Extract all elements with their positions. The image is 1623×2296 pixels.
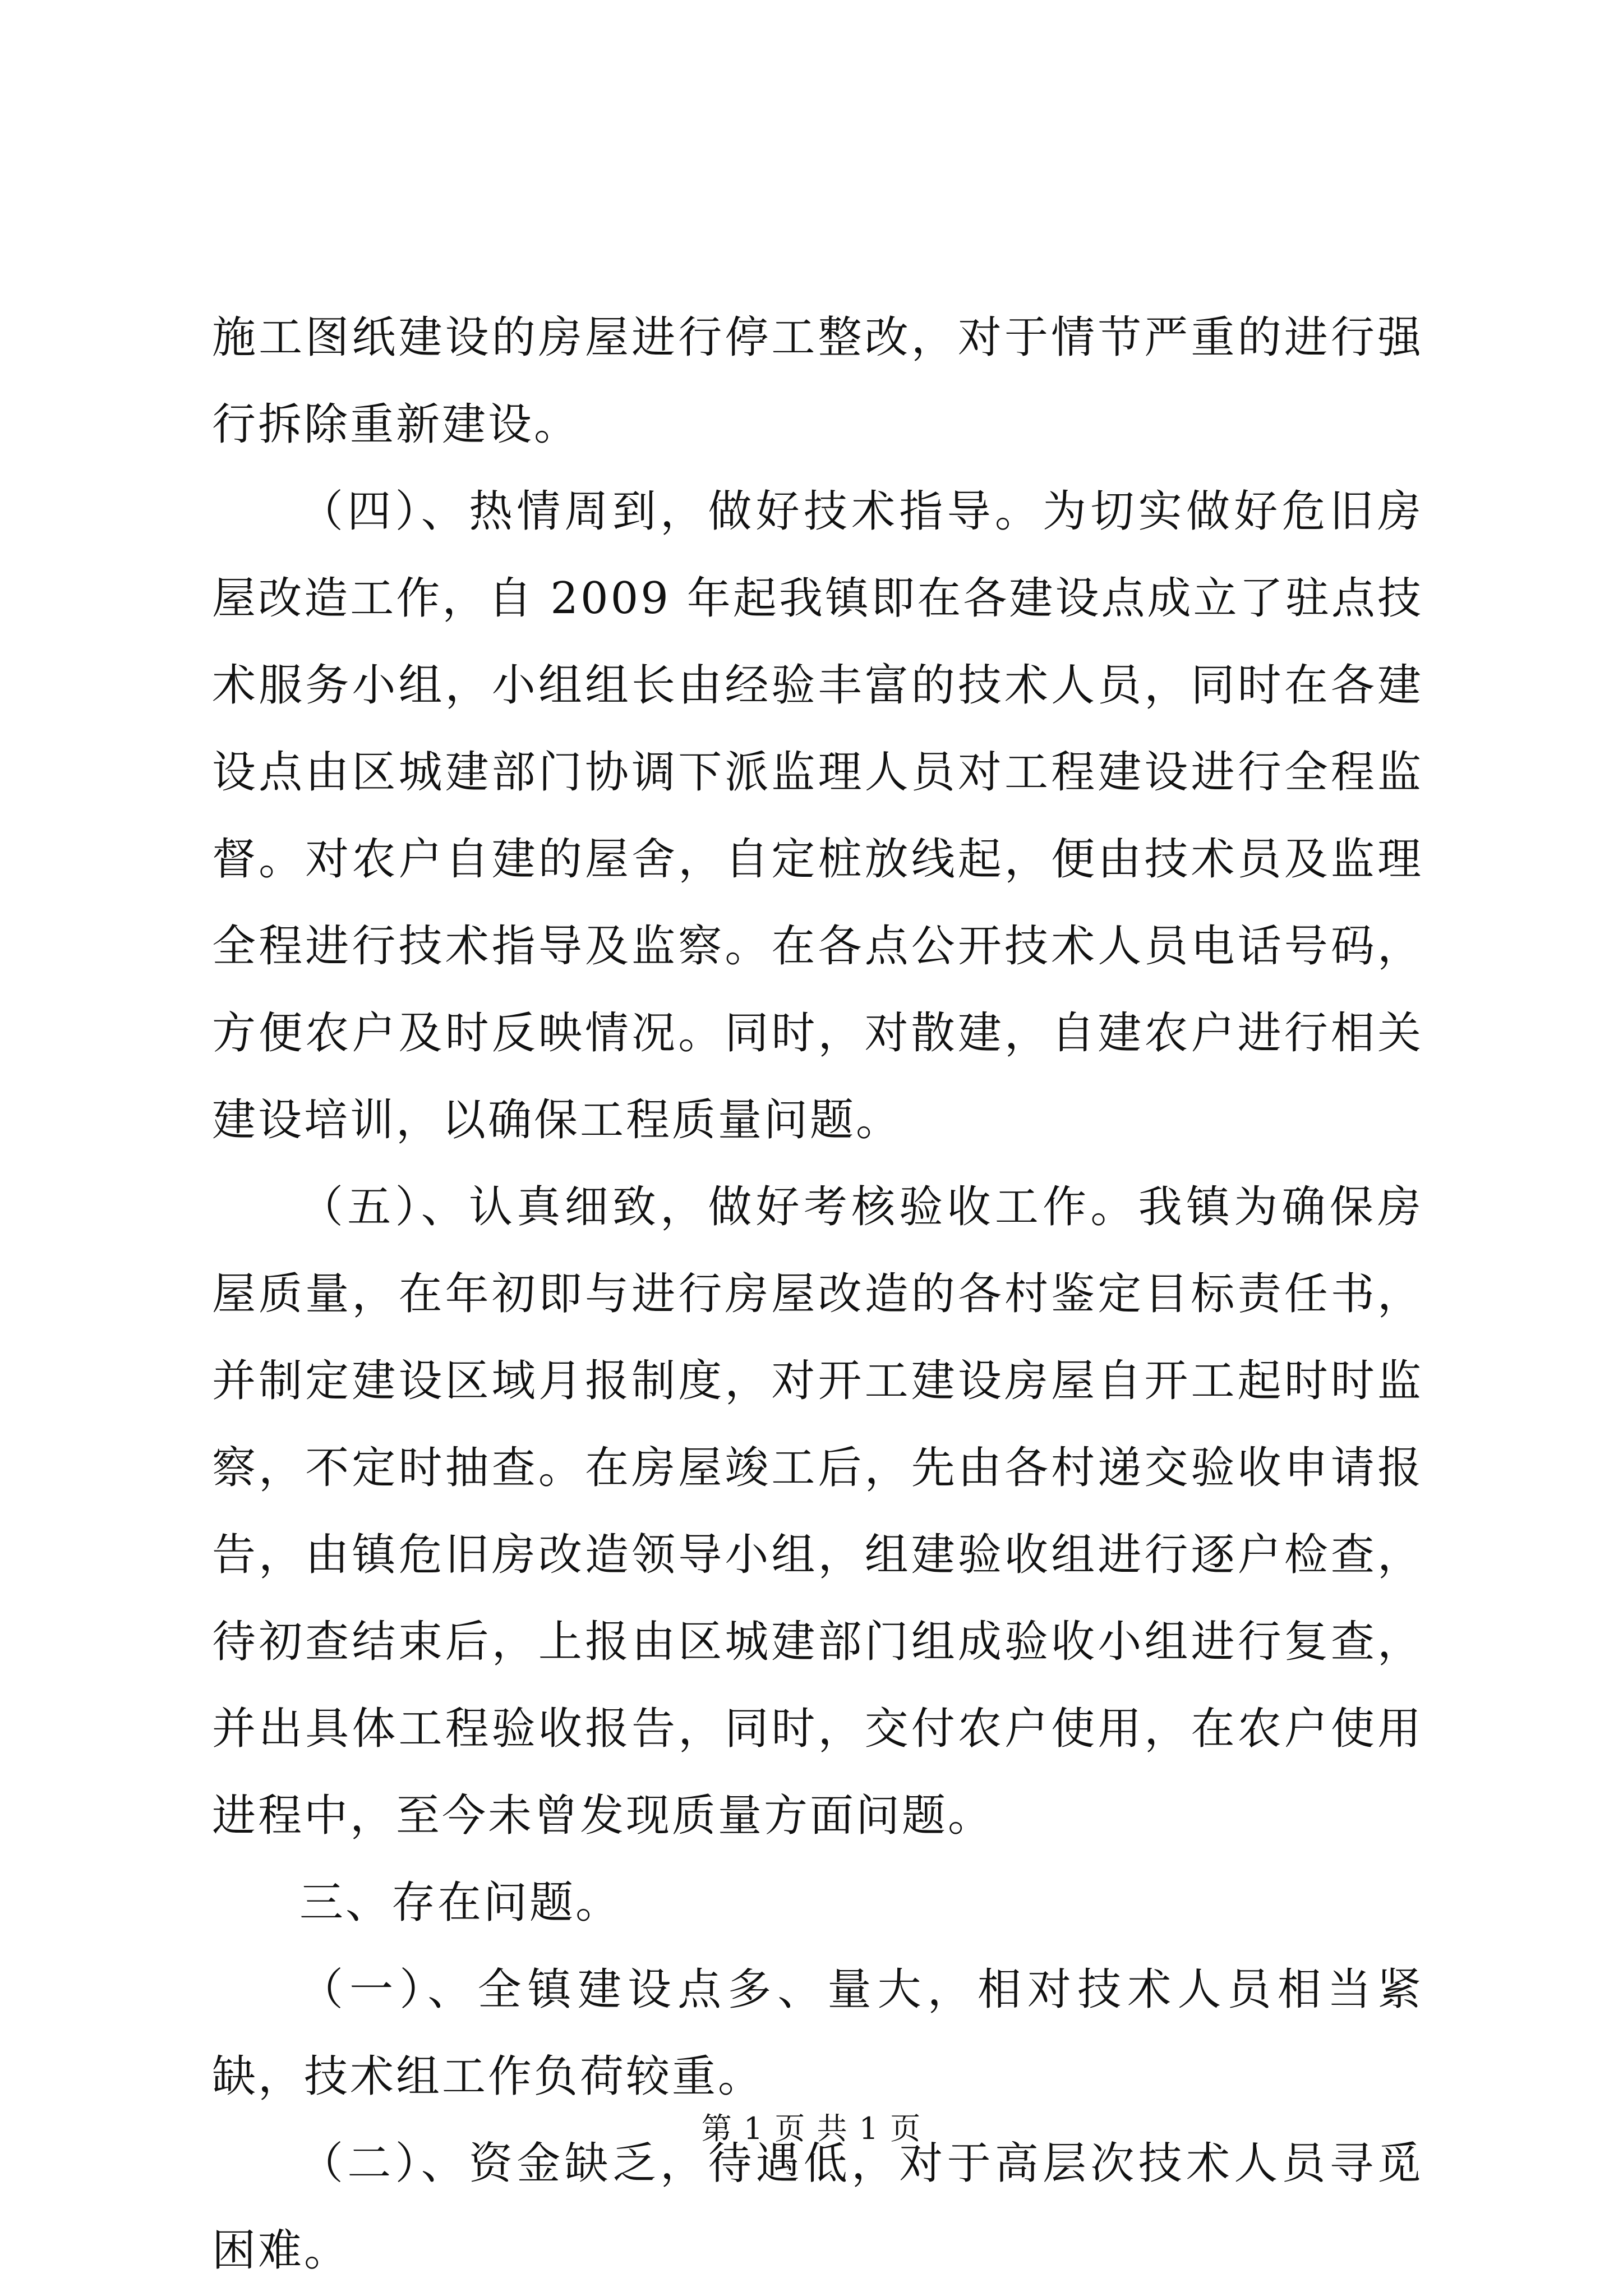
paragraph-continuation: 施工图纸建设的房屋进行停工整改，对于情节严重的进行强行拆除重新建设。: [212, 312, 1423, 450]
paragraph-section-four: （四）、热情周到，做好技术指导。为切实做好危旧房屋改造工作，自 2009 年起我镇即在各建设点成立了驻点技术服务小组，小组组长由经验丰富的技术人员，同时在各建设点由区城建部门协调下派监理人员对工程建设进行全程监督。对农户自建的屋舍，自定桩放线起，便由技术员及监理全程进行技术指导及监察。在各点公开技术人员电话号码，方便农户及时反映情况。同时，对散建，自建农户进行相关建设培训，以确保工程质量问题。: [212, 486, 1423, 1145]
paragraph-problem-one: （一）、全镇建设点多、量大，相对技术人员相当紧缺，技术组工作负荷较重。: [212, 1964, 1423, 2102]
page-footer: 第 1 页 共 1 页: [701, 2111, 922, 2146]
heading-existing-problems: 三、存在问题。: [299, 1878, 622, 1928]
document-body: [212, 295, 1423, 2294]
paragraph-problem-two: （二）、资金缺乏，待遇低，对于高层次技术人员寻觅困难。: [212, 2138, 1423, 2276]
paragraph-section-five: （五）、认真细致，做好考核验收工作。我镇为确保房屋质量，在年初即与进行房屋改造的各村鉴定目标责任书，并制定建设区域月报制度，对开工建设房屋自开工起时时监察，不定时抽查。在房屋竣工后，先由各村递交验收申请报告，由镇危旧房改造领导小组，组建验收组进行逐户检查，待初查结束后，上报由区城建部门组成验收小组进行复查，并出具体工程验收报告，同时，交付农户使用，在农户使用进程中，至今未曾发现质量方面问题。: [212, 1182, 1423, 1841]
